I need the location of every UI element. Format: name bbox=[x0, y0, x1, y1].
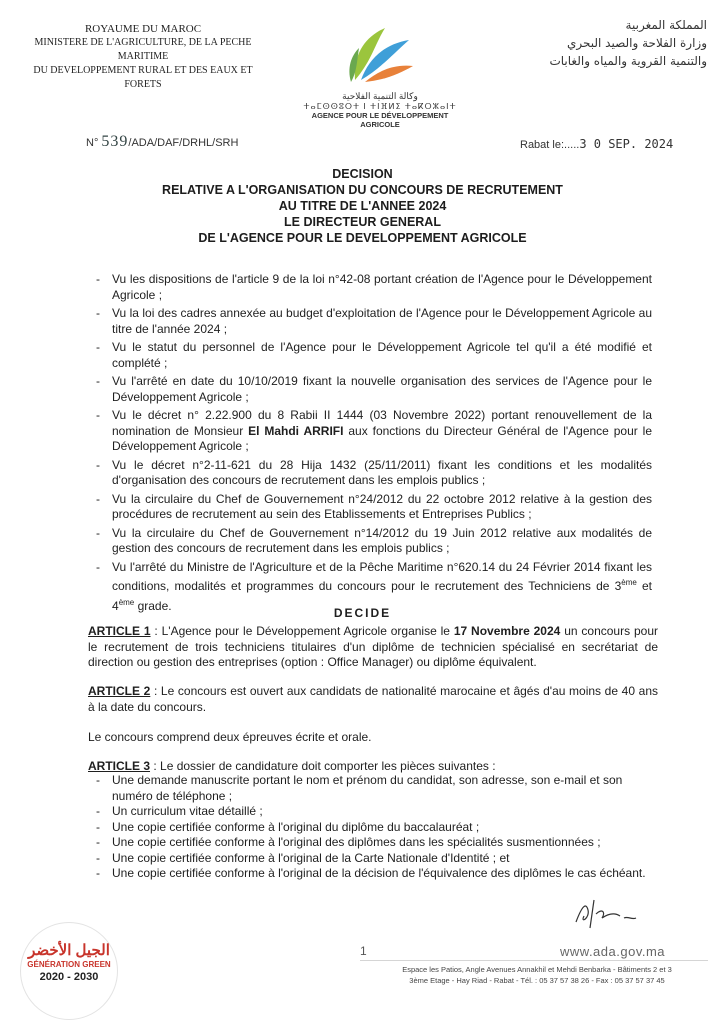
header-line: وزارة الفلاحة والصيد البحري bbox=[566, 36, 707, 50]
title-line: DECISION bbox=[332, 167, 393, 181]
document-title bbox=[0, 166, 725, 246]
pieces-list bbox=[96, 773, 658, 882]
title-line: RELATIVE A L'ORGANISATION DU CONCOURS DE RECRUTEMENT bbox=[162, 183, 563, 197]
list-item: - Vu l'arrêté en date du 10/10/2019 fixant la nouvelle organisation des services de l'Agence pour le Développement Agricole ; bbox=[96, 374, 652, 404]
header-line: DU DEVELOPPEMENT RURAL ET DES EAUX ET FORETS bbox=[33, 65, 253, 90]
header-line: ROYAUME DU MAROC bbox=[84, 23, 202, 35]
signature-icon bbox=[572, 896, 652, 932]
ministry-header-ar bbox=[477, 16, 707, 70]
logo-tifinagh: ⵜⴰⵎⵙⵙⵓⵔⵜ ⵏ ⵜⵏⴼⵍⵉ ⵜⴰⴽⵔⵣⴰⵏⵜ bbox=[303, 102, 457, 111]
ministry-header-fr bbox=[18, 22, 268, 92]
list-item: - Une demande manuscrite portant le nom et prénom du candidat, son adresse, son e-mail et son numéro de téléphone ; bbox=[96, 773, 623, 803]
list-item: - Vu la circulaire du Chef de Gouvernement n°14/2012 du 19 Juin 2012 relative aux modalités de gestion des concours de recrutement dans les emplois publics ; bbox=[96, 525, 652, 555]
concours-note: Le concours comprend deux épreuves écrite et orale. bbox=[88, 730, 372, 744]
list-item: - Un curriculum vitae détaillé ; bbox=[96, 804, 263, 818]
badge-label: GÉNÉRATION GREEN bbox=[27, 960, 111, 969]
logo-french: AGENCE POUR LE DÉVELOPPEMENT AGRICOLE bbox=[311, 111, 449, 129]
list-item: - Une copie certifiée conforme à l'original des diplômes dans les spécialités susmentionnées ; bbox=[96, 835, 601, 849]
badge-arabic: الجيل الأخضر bbox=[28, 942, 110, 959]
reference-handwritten-number: 539 bbox=[101, 133, 129, 150]
badge-years: 2020 - 2030 bbox=[39, 971, 99, 983]
article-1: ARTICLE 1 : L'Agence pour le Développement Agricole organise le 17 Novembre 2024 un concours pour le recrutement de trois techniciens titulaires d'un diplôme de technicien spécialisé en secrétariat de direction ou gestion des entreprises (option : Office Manager) ou diplôme équivalent. bbox=[88, 624, 658, 669]
list-item: - Vu le décret n° 2.22.900 du 8 Rabii II 1444 (03 Novembre 2022) portant renouvellement de la nomination de Monsieur El Mahdi ARRIFI aux fonctions du Directeur Général de l'Agence pour le Développement Agricole ; bbox=[96, 408, 652, 453]
date-stamp: 3 0 SEP. 2024 bbox=[579, 137, 674, 151]
concours-date: 17 Novembre 2024 bbox=[453, 624, 561, 638]
list-item: - Vu la circulaire du Chef de Gouvernement n°24/2012 du 22 octobre 2012 relative à la gestion des procédures de recrutement au sein des Etablissements et Entreprises Publics ; bbox=[96, 491, 652, 521]
header-line: والتنمية القروية والمياه والغابات bbox=[549, 54, 707, 68]
list-item: - Vu la loi des cadres annexée au budget d'exploitation de l'Agence pour le Développement Agricole au titre de l'année 2024 ; bbox=[96, 306, 652, 336]
reference-suffix: /ADA/DAF/DRHL/SRH bbox=[128, 137, 239, 149]
logo-arabic: وكالة التنمية الفلاحية bbox=[342, 91, 418, 101]
header-line: MINISTERE DE L'AGRICULTURE, DE LA PECHE MARITIME bbox=[34, 37, 252, 62]
ada-logo bbox=[300, 22, 460, 129]
list-item: - Vu les dispositions de l'article 9 de la loi n°42-08 portant création de l'Agence pour le Développement Agricole ; bbox=[96, 272, 652, 302]
list-item: - Vu l'arrêté du Ministre de l'Agriculture et de la Pêche Maritime n°620.14 du 24 Février 2014 fixant les conditions, modalités et programmes du concours pour le recrutement des Techniciens de 3ème et 4ème grade. bbox=[96, 559, 652, 613]
date-label: Rabat le:..... bbox=[520, 139, 580, 151]
page-number: 1 bbox=[360, 944, 367, 958]
title-line: LE DIRECTEUR GENERAL bbox=[284, 215, 441, 229]
footer-address: Espace les Patios, Angle Avenues Annakhil et Mehdi Benbarka - Bâtiments 2 et 3 3ème Etage - Hay Riad - Rabat - Tél. : 05 37 57 38 26 - Fax : 05 37 57 37 45 bbox=[402, 965, 672, 985]
decide-heading: DECIDE bbox=[333, 606, 392, 620]
generation-green-badge bbox=[20, 922, 118, 1020]
list-item: - Vu le décret n°2-11-621 du 28 Hija 1432 (25/11/2011) fixant les conditions et les modalités d'organisation des concours de recrutement dans les emplois publics ; bbox=[96, 457, 652, 487]
title-line: AU TITRE DE L'ANNEE 2024 bbox=[278, 199, 447, 213]
ada-leaf-icon bbox=[345, 22, 415, 84]
title-line: DE L'AGENCE POUR LE DEVELOPPEMENT AGRICOLE bbox=[198, 231, 527, 245]
article-3: ARTICLE 3 : Le dossier de candidature doit comporter les pièces suivantes : bbox=[88, 759, 496, 773]
header-line: المملكة المغربية bbox=[625, 18, 707, 32]
reference-prefix: N° bbox=[86, 137, 99, 149]
list-item: - Vu le statut du personnel de l'Agence pour le Développement Agricole tel qu'il a été modifié et complété ; bbox=[96, 340, 652, 370]
article-label: ARTICLE 2 bbox=[88, 684, 151, 698]
list-item: - Une copie certifiée conforme à l'original de la Carte Nationale d'Identité ; et bbox=[96, 850, 510, 865]
reference-number bbox=[86, 133, 238, 151]
list-item: - Une copie certifiée conforme à l'original de la décision de l'équivalence des diplômes le cas échéant. bbox=[96, 866, 646, 880]
article-label: ARTICLE 3 bbox=[88, 759, 151, 773]
vu-list bbox=[96, 272, 652, 617]
website-link[interactable]: www.ada.gov.ma bbox=[560, 944, 666, 959]
footer-divider bbox=[360, 960, 708, 961]
article-2: ARTICLE 2 : Le concours est ouvert aux candidats de nationalité marocaine et âgés d'au moins de 40 ans à la date du concours. bbox=[88, 684, 658, 714]
article-label: ARTICLE 1 bbox=[88, 624, 151, 638]
list-item: - Une copie certifiée conforme à l'original du diplôme du baccalauréat ; bbox=[96, 819, 480, 834]
date-line bbox=[520, 137, 673, 151]
